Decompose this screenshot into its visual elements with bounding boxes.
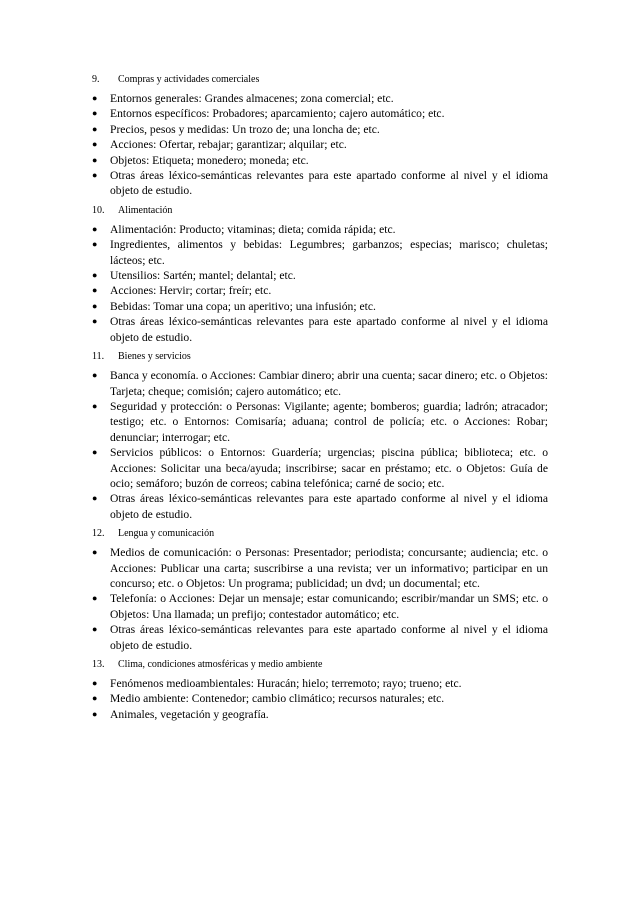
list-item	[92, 137, 548, 152]
list-item-text: Medio ambiente: Contenedor; cambio climático; recursos naturales; etc.	[110, 692, 445, 706]
list-item	[92, 299, 548, 314]
list-item	[92, 545, 548, 591]
bullet-list	[92, 91, 548, 199]
section-heading	[92, 73, 548, 86]
bullet-icon: ●	[92, 108, 98, 119]
bullet-icon: ●	[92, 285, 98, 296]
section-number: 11.	[92, 351, 105, 363]
list-item-text: Entornos generales: Grandes almacenes; zona comercial; etc.	[110, 92, 394, 105]
bullet-icon: ●	[92, 93, 98, 103]
bullet-icon: ●	[92, 678, 98, 688]
bullet-icon: ●	[92, 154, 98, 165]
list-item-text: Otras áreas léxico-semánticas relevantes para este apartado conforme al nivel y el idioma objeto de estudio.	[110, 623, 548, 652]
list-item	[92, 368, 548, 399]
section-3	[92, 527, 548, 653]
list-item	[92, 491, 548, 522]
list-item-text: Utensilios: Sartén; mantel; delantal; etc.	[110, 269, 296, 283]
bullet-icon: ●	[92, 447, 98, 458]
section-title: Lengua y comunicación	[118, 528, 215, 540]
list-item	[92, 91, 548, 106]
list-item-text: Ingredientes, alimentos y bebidas: Legumbres; garbanzos; especias; marisco; chuletas; lácteos; etc.	[110, 238, 548, 267]
list-item-text: Bebidas: Tomar una copa; un aperitivo; una infusión; etc.	[110, 299, 376, 313]
bullet-icon: ●	[92, 624, 98, 635]
section-0	[92, 73, 548, 199]
section-heading	[92, 658, 548, 671]
list-item	[92, 399, 548, 445]
list-item-text: Acciones: Ofertar, rebajar; garantizar; alquilar; etc.	[110, 138, 347, 152]
list-item-text: Precios, pesos y medidas: Un trozo de; una loncha de; etc.	[110, 122, 380, 136]
section-number: 13.	[92, 659, 105, 670]
list-item-text: Fenómenos medioambientales: Huracán; hielo; terremoto; rayo; trueno; etc.	[110, 677, 462, 690]
bullet-icon: ●	[92, 400, 98, 411]
section-number: 10.	[92, 204, 105, 216]
list-item	[92, 314, 548, 345]
list-item	[92, 676, 548, 691]
section-1	[92, 204, 548, 345]
bullet-icon: ●	[92, 239, 98, 250]
section-heading	[92, 350, 548, 363]
bullet-icon: ●	[92, 547, 98, 558]
section-title: Compras y actividades comerciales	[118, 74, 260, 85]
list-item-text: Objetos: Etiqueta; monedero; moneda; etc.	[110, 153, 309, 167]
bullet-icon: ●	[92, 223, 98, 234]
list-item-text: Seguridad y protección: o Personas: Vigilante; agente; bomberos; guardia; ladrón; atracador; testigo; etc. o Entornos: Comisaría; aduana; control de policía; etc. o Acciones: Robar; denunciar; interrogar; etc.	[110, 399, 548, 444]
bullet-icon: ●	[92, 170, 98, 181]
section-number: 9.	[92, 74, 100, 85]
list-item-text: Telefonía: o Acciones: Dejar un mensaje; estar comunicando; escribir/mandar un SMS; etc. o Objetos: Una llamada; un prefijo; contestador automático; etc.	[110, 592, 548, 621]
list-item	[92, 168, 548, 199]
list-item	[92, 622, 548, 653]
bullet-list	[92, 545, 548, 653]
bullet-icon: ●	[92, 593, 98, 604]
list-item-text: Otras áreas léxico-semánticas relevantes para este apartado conforme al nivel y el idioma objeto de estudio.	[110, 169, 548, 198]
bullet-list	[92, 368, 548, 522]
list-item-text: Banca y economía. o Acciones: Cambiar dinero; abrir una cuenta; sacar dinero; etc. o Objetos: Tarjeta; cheque; comisión; cajero automático; etc.	[110, 369, 548, 398]
bullet-icon: ●	[92, 693, 98, 704]
list-item-text: Acciones: Hervir; cortar; freír; etc.	[110, 284, 272, 298]
section-title: Bienes y servicios	[118, 351, 191, 363]
list-item	[92, 283, 548, 298]
section-4	[92, 658, 548, 722]
bullet-list	[92, 676, 548, 722]
list-item	[92, 445, 548, 491]
section-title: Clima, condiciones atmosféricas y medio ambiente	[118, 659, 323, 670]
bullet-icon: ●	[92, 300, 98, 311]
bullet-icon: ●	[92, 123, 98, 134]
bullet-icon: ●	[92, 708, 98, 719]
list-item	[92, 591, 548, 622]
list-item	[92, 691, 548, 706]
section-title: Alimentación	[118, 204, 173, 216]
list-item	[92, 153, 548, 168]
list-item-text: Medios de comunicación: o Personas: Presentador; periodista; concursante; audiencia; etc. o Acciones: Publicar una carta; suscribirse a una revista; ver un informativo; participar en un concurso; etc. o Objetos: Un programa; publicidad; un dvd; un documental; etc.	[110, 546, 548, 590]
list-item	[92, 237, 548, 268]
list-item-text: Entornos específicos: Probadores; aparcamiento; cajero automático; etc.	[110, 107, 445, 121]
section-2	[92, 350, 548, 522]
bullet-icon: ●	[92, 316, 98, 327]
bullet-icon: ●	[92, 493, 98, 504]
bullet-icon: ●	[92, 370, 98, 381]
list-item-text: Alimentación: Producto; vitaminas; dieta; comida rápida; etc.	[110, 222, 396, 236]
bullet-icon: ●	[92, 270, 98, 281]
bullet-icon: ●	[92, 139, 98, 150]
list-item	[92, 122, 548, 137]
list-item	[92, 222, 548, 237]
list-item	[92, 268, 548, 283]
list-item-text: Otras áreas léxico-semánticas relevantes para este apartado conforme al nivel y el idioma objeto de estudio.	[110, 492, 548, 521]
list-item	[92, 707, 548, 722]
list-item-text: Animales, vegetación y geografía.	[110, 707, 269, 721]
section-heading	[92, 204, 548, 217]
section-heading	[92, 527, 548, 540]
list-item-text: Otras áreas léxico-semánticas relevantes para este apartado conforme al nivel y el idioma objeto de estudio.	[110, 315, 548, 344]
document-body	[92, 73, 548, 727]
list-item	[92, 106, 548, 121]
section-number: 12.	[92, 528, 105, 540]
list-item-text: Servicios públicos: o Entornos: Guardería; urgencias; piscina pública; biblioteca; etc. o Acciones: Solicitar una beca/ayuda; inscribirse; sacar en préstamo; etc. o Objetos: Guía de ocio; semáforo; buzón de correos; cabina telefónica; carné de socio; etc.	[110, 446, 548, 490]
bullet-list	[92, 222, 548, 345]
